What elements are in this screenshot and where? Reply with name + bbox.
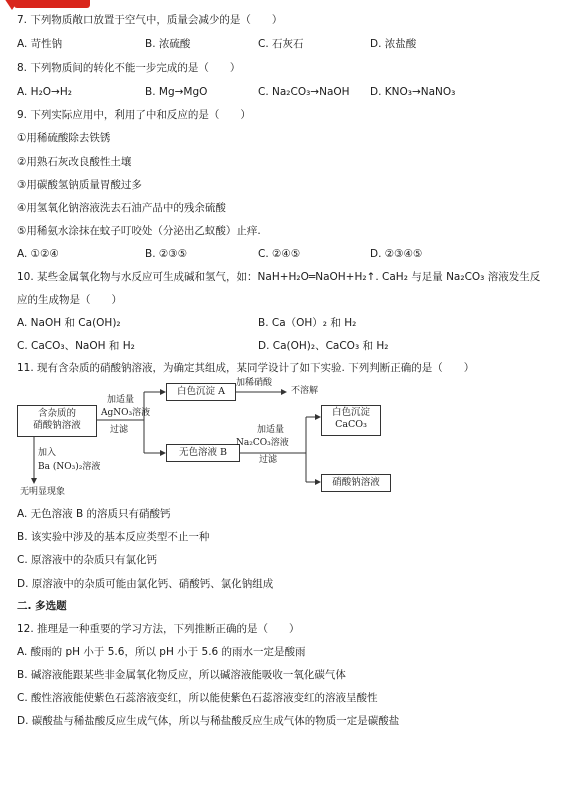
q11-option-b: B. 该实验中涉及的基本反应类型不止一种 bbox=[17, 531, 210, 543]
white-precipitate-a-box: 白色沉淀 A bbox=[166, 383, 236, 401]
start-solution-label-2: 硝酸钠溶液 bbox=[33, 420, 81, 431]
q11-option-c: C. 原溶液中的杂质只有氯化钙 bbox=[17, 554, 158, 566]
caco3-label-1: 白色沉淀 bbox=[331, 407, 370, 418]
q10-option-b: B. Ca（OH）₂ 和 H₂ bbox=[258, 317, 357, 329]
q7-stem: 7. 下列物质敞口放置于空气中，质量会减少的是（ ） bbox=[17, 14, 283, 26]
step1-label-1: 加适量 bbox=[107, 395, 135, 405]
caco3-precipitate-box bbox=[321, 405, 381, 436]
no-change-label: 无明显现象 bbox=[20, 487, 66, 497]
step2-label-1: 加适量 bbox=[257, 425, 285, 435]
start-solution-label-1: 含杂质的 bbox=[37, 408, 76, 419]
q9-stem: 9. 下列实际应用中，利用了中和反应的是（ ） bbox=[17, 109, 251, 121]
step3-label-2: Ba (NO₃)₂溶液 bbox=[38, 462, 101, 472]
insoluble-label: 不溶解 bbox=[291, 386, 319, 396]
q7-option-d: D. 浓盐酸 bbox=[370, 38, 417, 50]
q9-item-1: ①用稀硫酸除去铁锈 bbox=[17, 132, 111, 144]
nano3-solution-box: 硝酸钠溶液 bbox=[321, 474, 391, 492]
q11-option-d: D. 原溶液中的杂质可能由氯化钙、硝酸钙、氯化钠组成 bbox=[17, 578, 274, 590]
q11-option-a: A. 无色溶液 B 的溶质只有硝酸钙 bbox=[17, 508, 171, 520]
colorless-solution-b-box: 无色溶液 B bbox=[166, 444, 240, 462]
q12-option-b: B. 碱溶液能跟某些非金属氧化物反应，所以碱溶液能吸收一氧化碳气体 bbox=[17, 669, 346, 681]
experiment-flow-diagram bbox=[14, 375, 394, 503]
q10-stem-line1: 10. 某些金属氧化物与水反应可生成碱和氢气，如：NaH+H₂O═NaOH+H₂↑. CaH₂ 与足量 Na₂CO₃ 溶液发生反 bbox=[17, 271, 541, 283]
q8-option-c: C. Na₂CO₃→NaOH bbox=[258, 86, 350, 98]
q10-option-d: D. Ca(OH)₂、CaCO₃ 和 H₂ bbox=[258, 340, 389, 352]
section-heading-multiple-choice: 二. 多选题 bbox=[17, 600, 67, 612]
q9-option-a: A. ①②④ bbox=[17, 248, 59, 260]
q9-item-5: ⑤用稀氨水涂抹在蚊子叮咬处（分泌出乙蚁酸）止痒. bbox=[17, 225, 261, 237]
q8-option-b: B. Mg→MgO bbox=[145, 86, 208, 98]
q12-option-a: A. 酸雨的 pH 小于 5.6，所以 pH 小于 5.6 的雨水一定是酸雨 bbox=[17, 646, 306, 658]
q8-option-d: D. KNO₃→NaNO₃ bbox=[370, 86, 456, 98]
q9-item-3: ③用碳酸氢钠质量胃酸过多 bbox=[17, 179, 142, 191]
q7-option-c: C. 石灰石 bbox=[258, 38, 304, 50]
caco3-label-2: CaCO₃ bbox=[335, 419, 367, 430]
step2-label-3: 过滤 bbox=[259, 455, 278, 465]
q9-item-4: ④用氢氧化钠溶液洗去石油产品中的残余硫酸 bbox=[17, 202, 226, 214]
q10-stem-line2: 应的生成物是（ ） bbox=[17, 294, 122, 306]
q11-stem: 11. 现有含杂质的硝酸钠溶液，为确定其组成，某同学设计了如下实验. 下列判断正确的是（ ） bbox=[17, 362, 475, 374]
q9-item-2: ②用熟石灰改良酸性土壤 bbox=[17, 156, 132, 168]
step2-label-2: Na₂CO₃溶液 bbox=[236, 438, 289, 448]
q9-option-b: B. ②③⑤ bbox=[145, 248, 188, 260]
q7-option-b: B. 浓硫酸 bbox=[145, 38, 191, 50]
q10-option-c: C. CaCO₃、NaOH 和 H₂ bbox=[17, 340, 135, 352]
q10-option-a: A. NaOH 和 Ca(OH)₂ bbox=[17, 317, 121, 329]
q9-option-d: D. ②③④⑤ bbox=[370, 248, 423, 260]
q12-stem: 12. 推理是一种重要的学习方法，下列推断正确的是（ ） bbox=[17, 623, 300, 635]
header-logo bbox=[0, 0, 96, 11]
q8-option-a: A. H₂O→H₂ bbox=[17, 86, 72, 98]
q7-option-a: A. 苛性钠 bbox=[17, 38, 63, 50]
start-solution-box bbox=[17, 405, 97, 437]
step3-label-1: 加入 bbox=[38, 448, 57, 458]
q9-option-c: C. ②④⑤ bbox=[258, 248, 301, 260]
q12-option-d: D. 碳酸盐与稀盐酸反应生成气体，所以与稀盐酸反应生成气体的物质一定是碳酸盐 bbox=[17, 715, 400, 727]
q12-option-c: C. 酸性溶液能使紫色石蕊溶液变红，所以能使紫色石蕊溶液变红的溶液呈酸性 bbox=[17, 692, 378, 704]
q8-stem: 8. 下列物质间的转化不能一步完成的是（ ） bbox=[17, 62, 241, 74]
step1-label-3: 过滤 bbox=[110, 425, 129, 435]
hno3-label: 加稀硝酸 bbox=[236, 378, 273, 388]
step1-label-2: AgNO₃溶液 bbox=[101, 408, 151, 418]
